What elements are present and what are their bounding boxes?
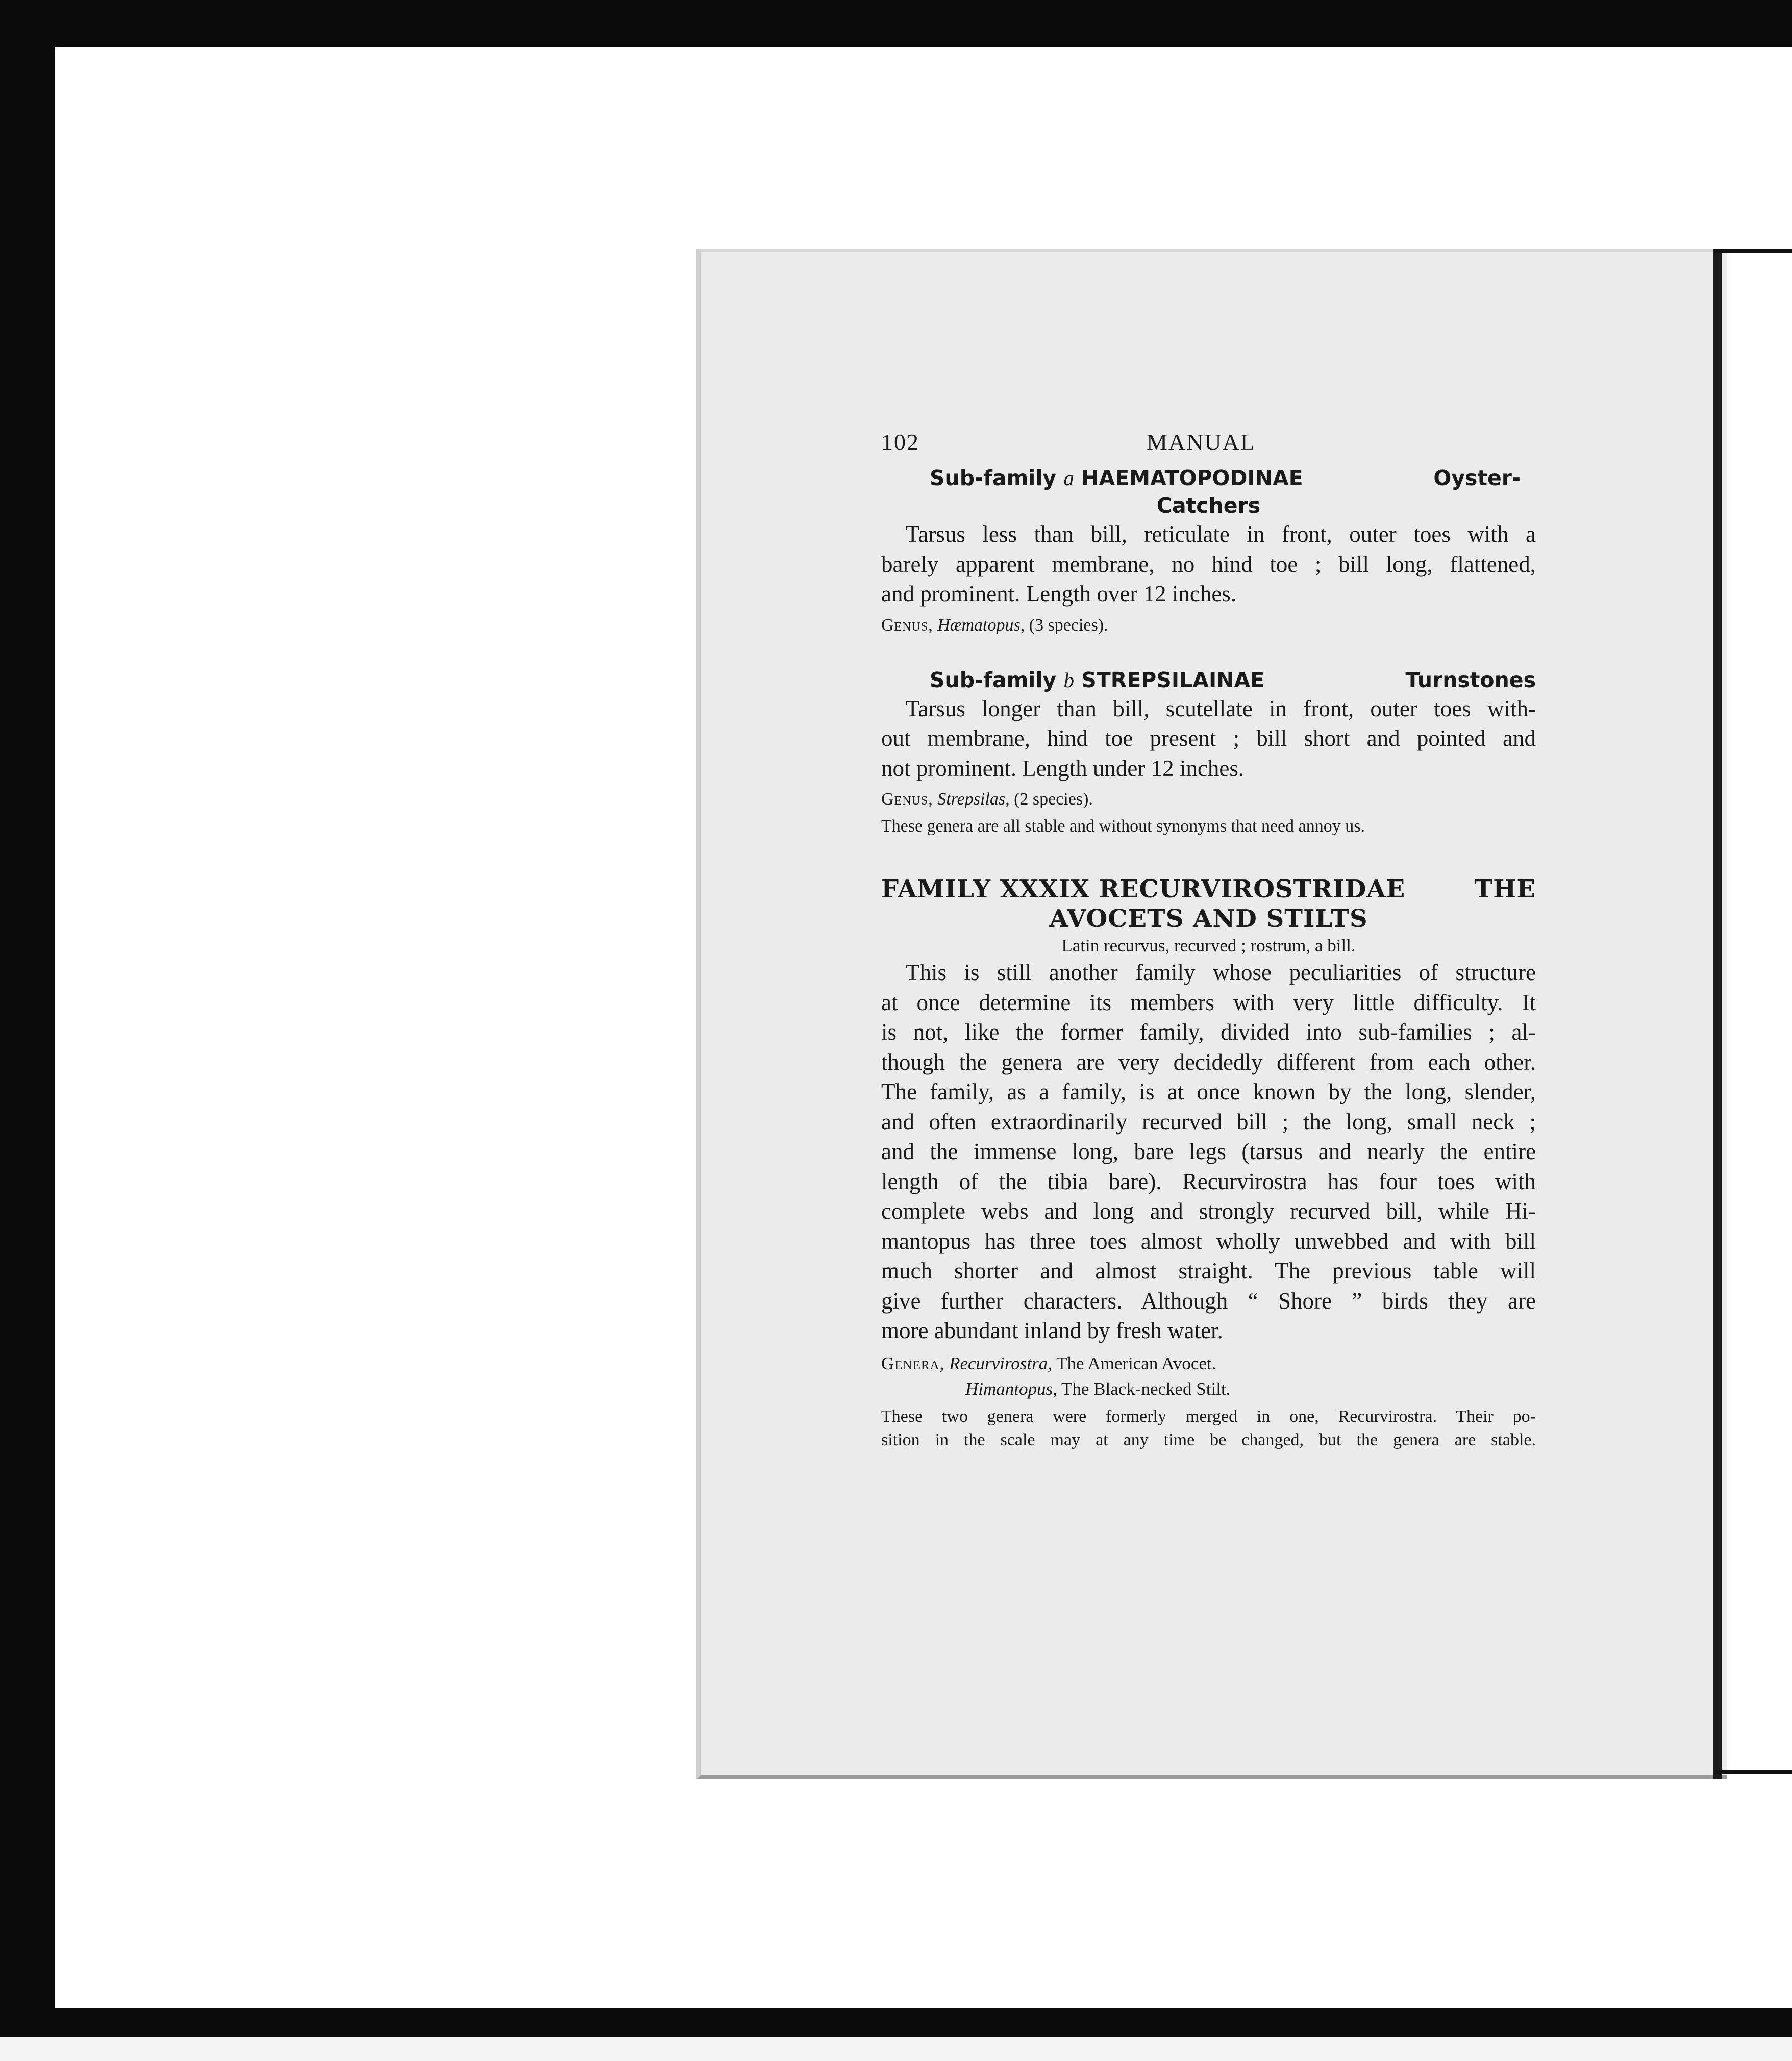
subfamily-b-name: STREPSILAINAE bbox=[1081, 667, 1265, 692]
scan-frame-left bbox=[0, 0, 55, 2061]
family-note bbox=[881, 1405, 1536, 1452]
subfamily-a-common-2: Catchers bbox=[1156, 493, 1261, 518]
subfamily-a-label: Sub-family bbox=[930, 466, 1057, 490]
text-line: much shorter and almost straight. The previous table will bbox=[881, 1258, 1536, 1284]
text-line: and prominent. Length over 12 inches. bbox=[881, 581, 1237, 607]
subfamily-a-name: HAEMATOPODINAE bbox=[1081, 466, 1303, 490]
page-number: 102 bbox=[881, 429, 919, 455]
subfamily-b-description bbox=[881, 694, 1536, 784]
subfamily-b-note: These genera are all stable and without synonyms that need annoy us. bbox=[881, 817, 1365, 836]
text-line: length of the tibia bare). Recurvirostra has four toes with bbox=[881, 1168, 1536, 1194]
text-line: give further characters. Although “ Shore ” birds they are bbox=[881, 1288, 1536, 1314]
subfamily-b-heading bbox=[881, 666, 1536, 694]
text-line: though the genera are very decidedly different from each other. bbox=[881, 1049, 1536, 1075]
running-head bbox=[881, 429, 1536, 464]
subfamily-b-genus: Genus, Strepsilas, (2 species). bbox=[881, 790, 1093, 809]
text-line: at once determine its members with very little difficulty. It bbox=[881, 989, 1536, 1015]
text-line: complete webs and long and strongly recurved bill, while Hi- bbox=[881, 1198, 1536, 1224]
text-line: Tarsus longer than bill, scutellate in front, outer toes with- bbox=[906, 695, 1536, 721]
family-heading-line-1: FAMILY XXXIX RECURVIROSTRIDAE bbox=[881, 875, 1406, 903]
subfamily-b-label: Sub-family bbox=[930, 667, 1057, 692]
subfamily-a-heading bbox=[881, 464, 1536, 519]
text-line: barely apparent membrane, no hind toe ; bill long, flattened, bbox=[881, 551, 1536, 577]
subfamily-a-letter: a bbox=[1063, 466, 1074, 490]
cover-edge-top bbox=[1714, 249, 1792, 253]
text-line: more abundant inland by fresh water. bbox=[881, 1318, 1223, 1343]
text-line: mantopus has three toes almost wholly unwebbed and with bill bbox=[881, 1228, 1536, 1254]
page-text bbox=[881, 429, 1536, 1452]
subfamily-a-genus: Genus, Hæmatopus, (3 species). bbox=[881, 615, 1108, 635]
text-line: The family, as a family, is at once known by the long, slender, bbox=[881, 1079, 1536, 1104]
text-line: not prominent. Length under 12 inches. bbox=[881, 755, 1245, 781]
family-heading-line-1-end: THE bbox=[1474, 875, 1536, 903]
subfamily-a-common-1: Oyster- bbox=[1433, 466, 1521, 490]
text-line: and the immense long, bare legs (tarsus and nearly the entire bbox=[881, 1139, 1536, 1164]
subfamily-b-common: Turnstones bbox=[1405, 667, 1536, 692]
cover-edge-bottom bbox=[1714, 1770, 1792, 1774]
family-heading-line-2: AVOCETS AND STILTS bbox=[1049, 904, 1368, 933]
scan-frame-top bbox=[0, 0, 1792, 47]
running-title: MANUAL bbox=[1147, 429, 1256, 455]
text-line: This is still another family whose peculiarities of structure bbox=[906, 960, 1536, 985]
text-line: These two genera were formerly merged in one, Recurvirostra. Their po- bbox=[881, 1406, 1536, 1426]
text-line: and often extraordinarily recurved bill ; the long, small neck ; bbox=[881, 1109, 1536, 1135]
scan-frame-strip bbox=[0, 2037, 1792, 2061]
family-description bbox=[881, 958, 1536, 1346]
page-binding-edge bbox=[1713, 249, 1722, 1779]
subfamily-b-letter: b bbox=[1063, 668, 1074, 692]
text-line: sition in the scale may at any time be changed, but the genera are stable. bbox=[881, 1430, 1536, 1449]
family-genera: Genera, Recurvirostra, The American Avocet. Himantopus, The Black-necked Stilt. bbox=[881, 1353, 1231, 1399]
text-line: out membrane, hind toe present ; bill short and pointed and bbox=[881, 725, 1536, 751]
text-line: Tarsus less than bill, reticulate in front, outer toes with a bbox=[906, 521, 1536, 547]
text-line: is not, like the former family, divided into sub-families ; al- bbox=[881, 1019, 1536, 1045]
family-heading bbox=[881, 875, 1536, 934]
family-etymology: Latin recurvus, recurved ; rostrum, a bill. bbox=[1061, 936, 1356, 956]
subfamily-a-description bbox=[881, 519, 1536, 609]
